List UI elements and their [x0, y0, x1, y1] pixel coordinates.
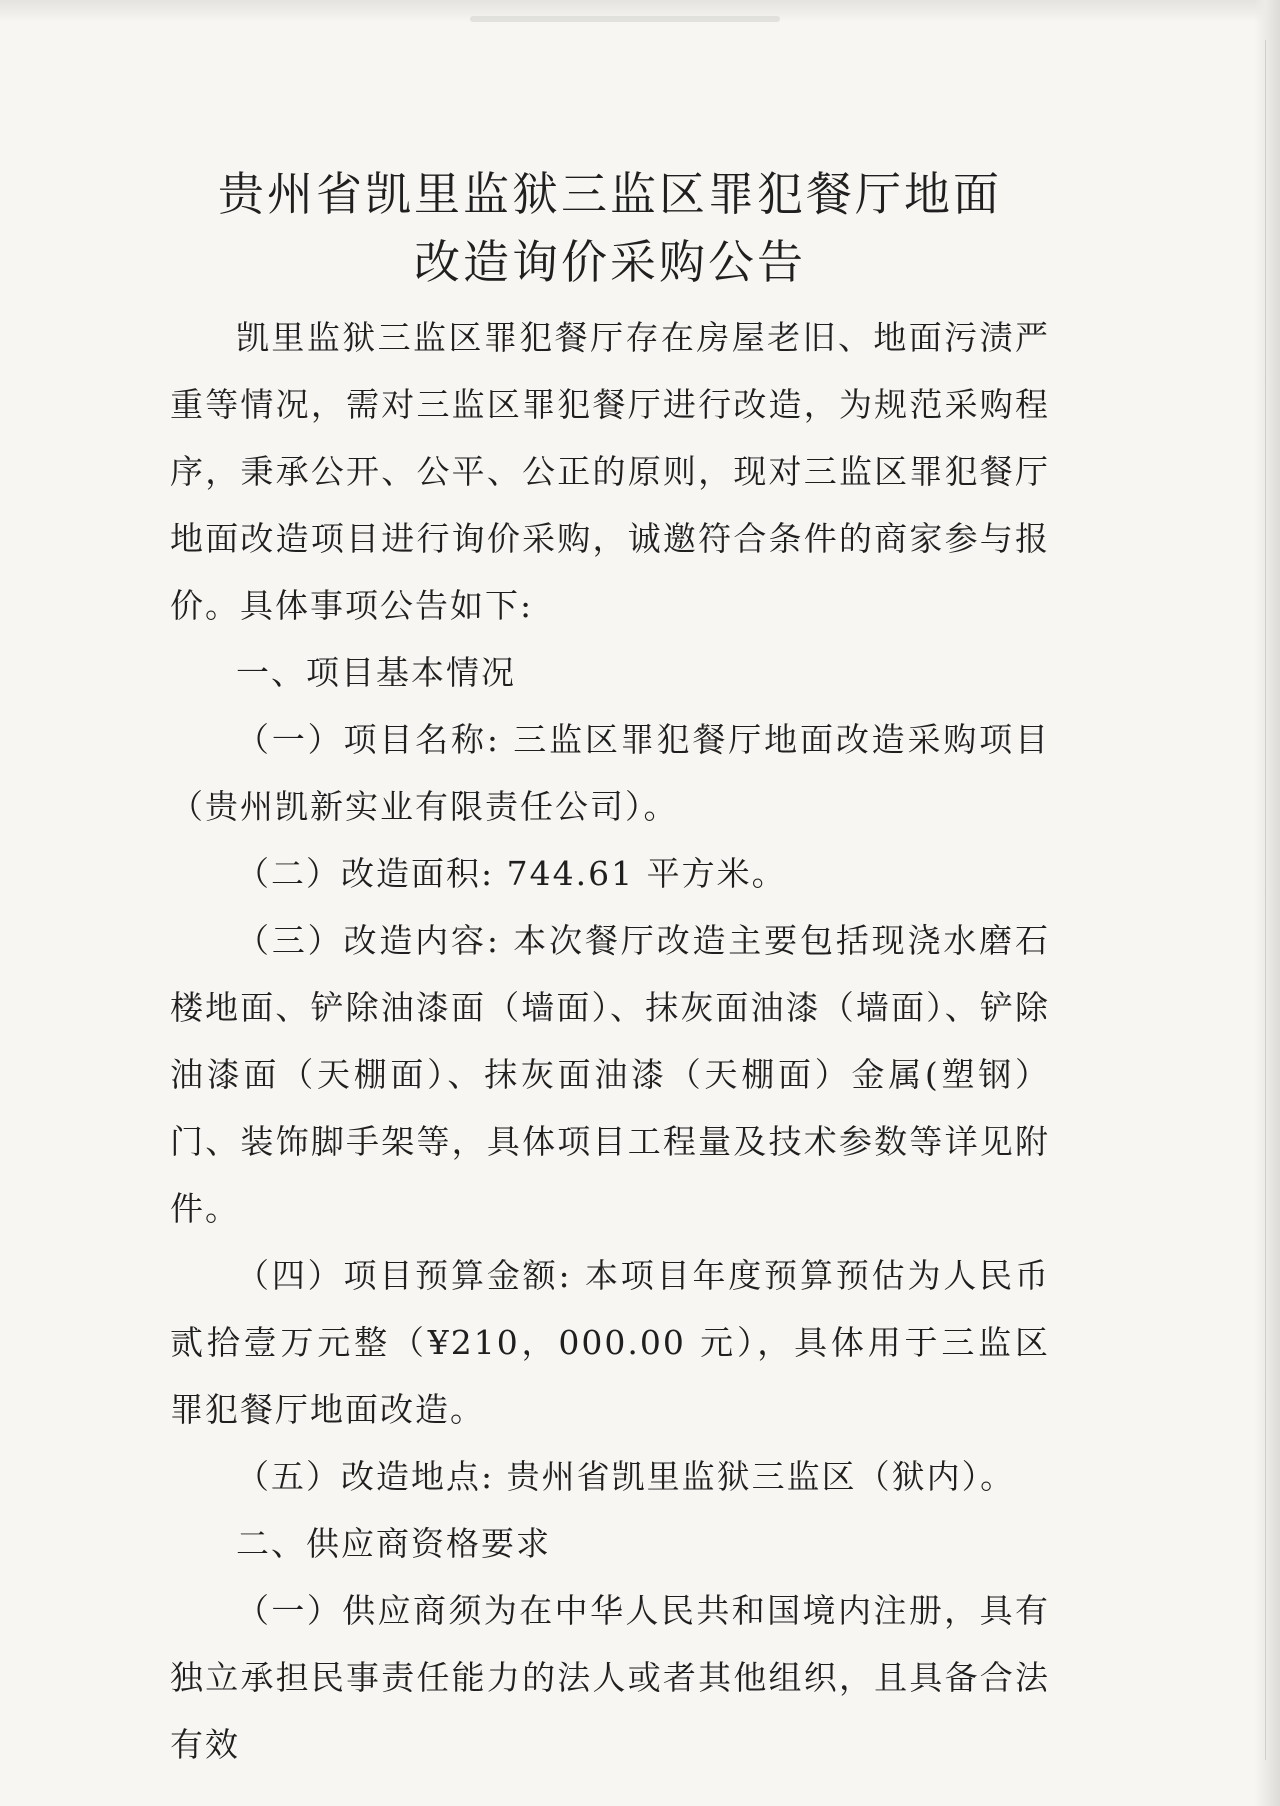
section-1-item-3: （三）改造内容: 本次餐厅改造主要包括现浇水磨石楼地面、铲除油漆面（墙面）、抹灰面油漆（墙面）、铲除油漆面（天棚面）、抹灰面油漆（天棚面）金属(塑钢）门、装饰脚手架等，具体项目工程量及技术参数等详见附件。 — [170, 921, 1050, 1228]
document-body — [170, 304, 1050, 1778]
document-content — [170, 160, 1050, 1778]
scan-right-fold-line — [1265, 40, 1266, 1760]
section-1-item-1: （一）项目名称: 三监区罪犯餐厅地面改造采购项目（贵州凯新实业有限责任公司）。 — [170, 720, 1050, 826]
title-line-2: 改造询价采购公告 — [414, 235, 806, 289]
section-1-heading: 一、项目基本情况 — [236, 653, 516, 692]
scan-right-edge — [1254, 0, 1280, 1806]
scan-top-artifact — [470, 16, 780, 22]
section-1-item-2: （二）改造面积: 744.61 平方米。 — [236, 854, 787, 893]
section-2-heading: 二、供应商资格要求 — [236, 1524, 551, 1563]
section-2-item-1: （一）供应商须为在中华人民共和国境内注册，具有独立承担民事责任能力的法人或者其他组织，且具备合法有效 — [170, 1591, 1050, 1764]
section-1-item-5: （五）改造地点: 贵州省凯里监狱三监区（狱内）。 — [236, 1457, 1016, 1496]
intro-paragraph: 凯里监狱三监区罪犯餐厅存在房屋老旧、地面污渍严重等情况，需对三监区罪犯餐厅进行改造，为规范采购程序，秉承公开、公平、公正的原则，现对三监区罪犯餐厅地面改造项目进行询价采购，诚邀符合条件的商家参与报价。具体事项公告如下: — [170, 318, 1050, 625]
title-line-1: 贵州省凯里监狱三监区罪犯餐厅地面 — [218, 167, 1002, 221]
section-1-item-4: （四）项目预算金额: 本项目年度预算预估为人民币贰拾壹万元整（¥210，000.00 元），具体用于三监区罪犯餐厅地面改造。 — [170, 1256, 1050, 1429]
document-title — [170, 160, 1050, 296]
